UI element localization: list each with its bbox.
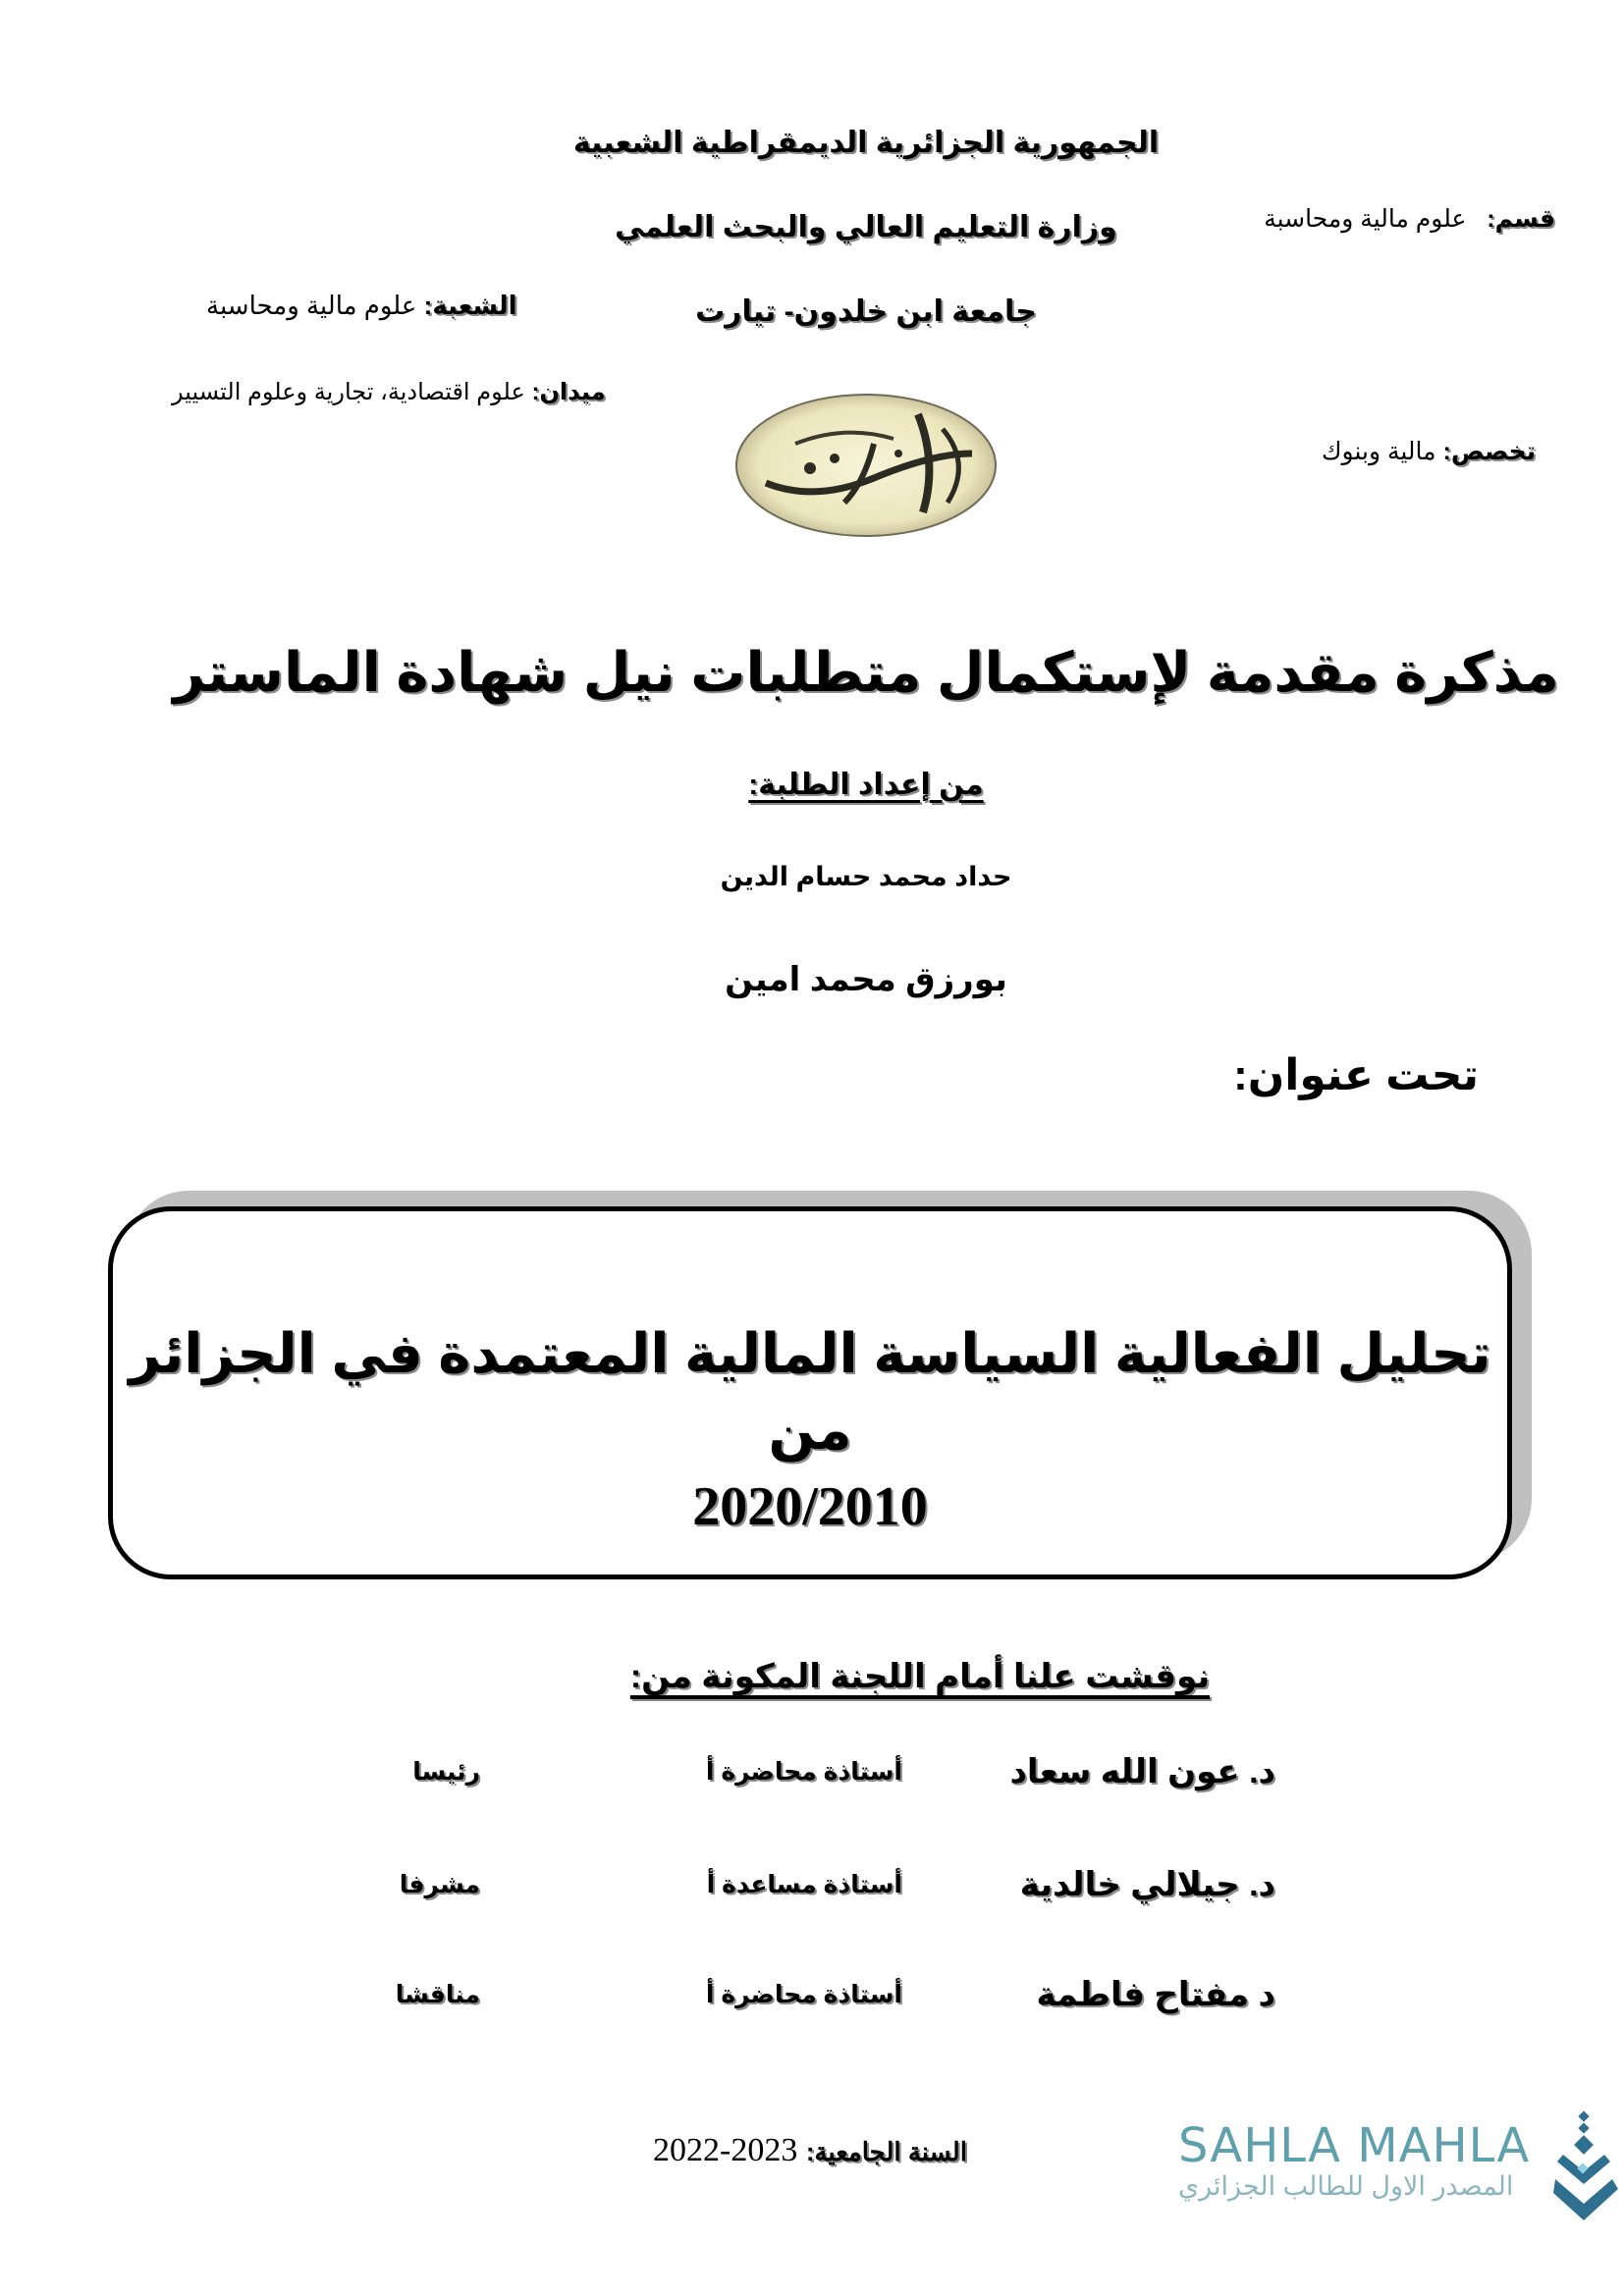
student-name-1: حداد محمد حسام الدين: [720, 862, 1012, 891]
republic-heading: الجمهورية الجزائرية الديمقراطية الشعبية: [572, 127, 1160, 159]
field-value: علوم اقتصادية، تجارية وعلوم التسيير: [172, 379, 525, 405]
academic-year: [653, 2132, 967, 2169]
committee-member-role: مشرفا: [399, 1871, 480, 1898]
committee-member-role: مناقشا: [395, 1981, 480, 2008]
specialty-info: [1322, 437, 1536, 466]
committee-member-name: د. جيلالي خالدية: [1019, 1866, 1275, 1903]
committee-member-role: رئيسا: [412, 1758, 480, 1786]
committee-label-text: نوقشت علنا أمام اللجنة المكونة من:: [629, 1658, 1211, 1695]
memo-title: مذكرة مقدمة لإستكمال متطلبات نيل شهادة الماستر: [173, 641, 1559, 703]
department-info: [1264, 204, 1555, 234]
specialty-label: تخصص:: [1442, 438, 1536, 465]
branch-value: علوم مالية ومحاسبة: [206, 291, 417, 320]
sahla-mahla-logo-icon: [1551, 2110, 1620, 2223]
department-value: علوم مالية ومحاسبة: [1264, 205, 1467, 233]
committee-member-name: د مفتاح فاطمة: [1036, 1976, 1275, 2013]
thesis-title-line-1: تحليل الفعالية السياسة المالية المعتمدة في الجزائر من: [129, 1322, 1491, 1461]
thesis-title-line-2: 2020/2010: [692, 1476, 928, 1537]
department-label: قسم:: [1487, 205, 1555, 233]
academic-year-value: 2022-2023: [653, 2132, 798, 2168]
committee-member-name: د. عون الله سعاد: [1009, 1753, 1275, 1790]
committee-member-rank: أستاذة محاضرة أ: [705, 1758, 902, 1786]
committee-member-rank: أستاذة مساعدة أ: [706, 1871, 902, 1898]
branch-info: [206, 291, 517, 321]
field-label: ميدان:: [531, 379, 606, 405]
university-heading: جامعة ابن خلدون- تيارت: [695, 295, 1037, 328]
ministry-heading: وزارة التعليم العالي والبحث العلمي: [615, 211, 1117, 243]
university-seal-icon: [727, 385, 1006, 542]
watermark-tagline: المصدر الاول للطالب الجزائري: [1178, 2171, 1514, 2201]
under-title-label: تحت عنوان:: [1233, 1051, 1479, 1099]
prepared-by-label: [0, 768, 1624, 802]
prepared-by-text: من إعداد الطلبة:: [748, 769, 984, 801]
thesis-title: [108, 1315, 1512, 1545]
committee-member-rank: أستاذة محاضرة أ: [705, 1981, 902, 2008]
student-name-2: بورزق محمد امين: [725, 961, 1007, 998]
watermark-name: SAHLA MAHLA: [1178, 2118, 1531, 2173]
field-info: [172, 378, 606, 406]
academic-year-label: السنة الجامعية:: [805, 2137, 967, 2166]
branch-label: الشعبة:: [423, 291, 517, 320]
specialty-value: مالية وبنوك: [1321, 438, 1436, 465]
committee-label: [0, 1657, 1624, 1696]
